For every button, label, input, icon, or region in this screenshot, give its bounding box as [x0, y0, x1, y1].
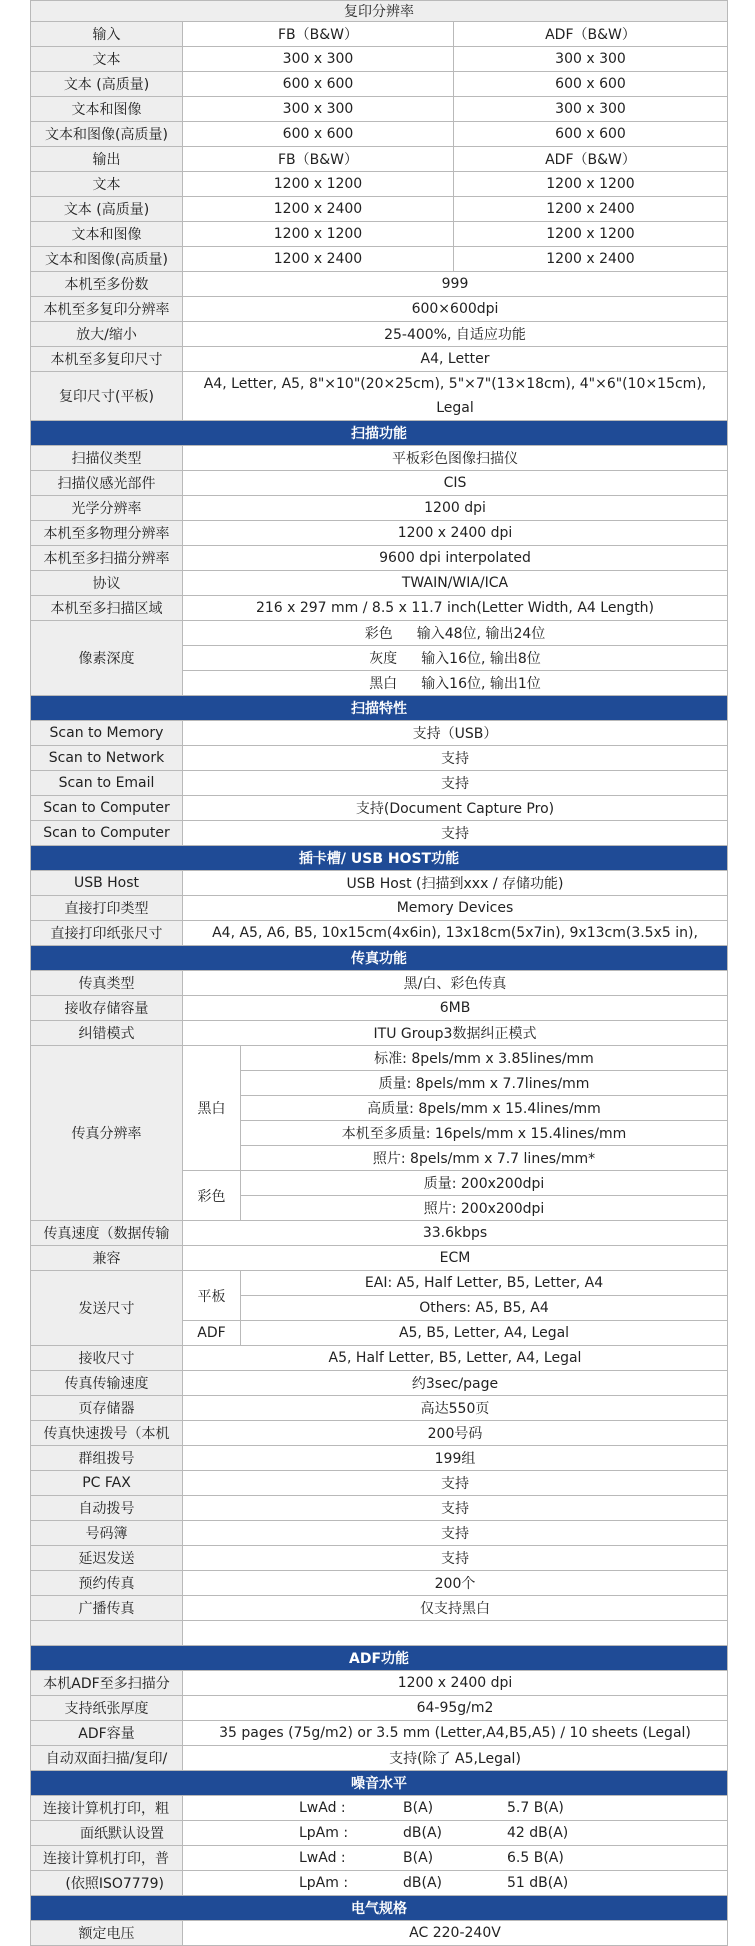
row-value: EAI: A5, Half Letter, B5, Letter, A4	[241, 1271, 728, 1296]
adf-value: 1200 x 1200	[454, 172, 728, 197]
row-value: Memory Devices	[183, 896, 728, 921]
row-value	[183, 1621, 728, 1646]
row-label: 传真快速拨号（本机	[31, 1421, 183, 1446]
row-label: Scan to Memory	[31, 721, 183, 746]
row-label: 支持纸张厚度	[31, 1696, 183, 1721]
row-value: 支持(Document Capture Pro)	[183, 796, 728, 821]
row-value: 200号码	[183, 1421, 728, 1446]
row-value: 支持(除了 A5,Legal)	[183, 1746, 728, 1771]
row-label: ADF容量	[31, 1721, 183, 1746]
row-value: 200个	[183, 1571, 728, 1596]
row-value: 支持	[183, 1521, 728, 1546]
row-value: 25-400%, 自适应功能	[183, 322, 728, 347]
row-value: A4, A5, A6, B5, 10x15cm(4x6in), 13x18cm(5x7in), 9x13cm(3.5x5 in),	[183, 921, 728, 946]
row-value: 照片: 200x200dpi	[241, 1196, 728, 1221]
row-label: Scan to Computer	[31, 821, 183, 846]
noise-metric: LpAm :	[299, 1825, 349, 1841]
row-value: ITU Group3数据纠正模式	[183, 1021, 728, 1046]
row-value: 6MB	[183, 996, 728, 1021]
row-value: 黑/白、彩色传真	[183, 971, 728, 996]
adf-value: 300 x 300	[454, 47, 728, 72]
row-value: 质量: 200x200dpi	[241, 1171, 728, 1196]
row-value: ECM	[183, 1246, 728, 1271]
row-value: 64-95g/m2	[183, 1696, 728, 1721]
row-label: 像素深度	[31, 621, 183, 696]
row-label: 文本和图像(高质量)	[31, 122, 183, 147]
row-label: 面纸默认设置	[31, 1821, 183, 1846]
row-value: 支持	[183, 746, 728, 771]
adf-value: 1200 x 2400	[454, 197, 728, 222]
fb-value: 1200 x 1200	[183, 172, 454, 197]
row-value: 高达550页	[183, 1396, 728, 1421]
spec-table	[30, 0, 728, 1946]
row-value: 33.6kbps	[183, 1221, 728, 1246]
row-value: A4, Letter, A5, 8"×10"(20×25cm), 5"×7"(13×18cm), 4"×6"(10×15cm), Legal	[183, 372, 728, 421]
adf-value: 600 x 600	[454, 72, 728, 97]
row-label: 群组拨号	[31, 1446, 183, 1471]
spec-sheet	[30, 0, 727, 1946]
row-label: 扫描仪感光部件	[31, 471, 183, 496]
section-header-noise: 噪音水平	[31, 1771, 728, 1796]
row-value: 999	[183, 272, 728, 297]
row-label: 文本 (高质量)	[31, 197, 183, 222]
row-label: 预约传真	[31, 1571, 183, 1596]
row-label: 放大/缩小	[31, 322, 183, 347]
fb-value: 1200 x 2400	[183, 247, 454, 272]
row-value: 质量: 8pels/mm x 7.7lines/mm	[241, 1071, 728, 1096]
fb-column-head: FB（B&W）	[183, 147, 454, 172]
row-label: 本机至多扫描分辨率	[31, 546, 183, 571]
noise-value: 42 dB(A)	[507, 1825, 569, 1841]
noise-value: 51 dB(A)	[507, 1875, 569, 1891]
noise-value: 5.7 B(A)	[507, 1800, 564, 1816]
row-value	[183, 1871, 728, 1896]
row-label: 本机至多复印分辨率	[31, 297, 183, 322]
row-label: 文本和图像	[31, 97, 183, 122]
row-label: 号码簿	[31, 1521, 183, 1546]
fb-value: 600 x 600	[183, 122, 454, 147]
row-value	[183, 1821, 728, 1846]
noise-metric: LwAd :	[299, 1850, 346, 1866]
depth-value: 输入48位, 输出24位	[416, 626, 546, 642]
row-label: 连接计算机打印，粗	[31, 1796, 183, 1821]
row-value: 支持	[183, 1546, 728, 1571]
row-value	[183, 671, 728, 696]
row-label: 自动双面扫描/复印/	[31, 1746, 183, 1771]
row-value: A5, B5, Letter, A4, Legal	[241, 1321, 728, 1346]
row-value: 1200 dpi	[183, 496, 728, 521]
adf-value: 1200 x 2400	[454, 247, 728, 272]
row-value: 标准: 8pels/mm x 3.85lines/mm	[241, 1046, 728, 1071]
row-label: 本机ADF至多扫描分	[31, 1671, 183, 1696]
adf-value: 1200 x 1200	[454, 222, 728, 247]
row-value: 支持（USB）	[183, 721, 728, 746]
row-label: 输入	[31, 22, 183, 47]
section-header-adf: ADF功能	[31, 1646, 728, 1671]
row-value: 高质量: 8pels/mm x 15.4lines/mm	[241, 1096, 728, 1121]
row-label: 本机至多复印尺寸	[31, 347, 183, 372]
row-value: Others: A5, B5, A4	[241, 1296, 728, 1321]
row-label: 额定电压	[31, 1921, 183, 1946]
noise-unit: B(A)	[403, 1850, 434, 1866]
row-label: 页存储器	[31, 1396, 183, 1421]
mode-label: 彩色	[183, 1171, 241, 1221]
row-value	[183, 1846, 728, 1871]
mode-label: 平板	[183, 1271, 241, 1321]
row-label: 本机至多物理分辨率	[31, 521, 183, 546]
row-value: USB Host (扫描到xxx / 存储功能)	[183, 871, 728, 896]
row-label: 传真类型	[31, 971, 183, 996]
row-label: 延迟发送	[31, 1546, 183, 1571]
row-label: 纠错模式	[31, 1021, 183, 1046]
row-label: 文本和图像(高质量)	[31, 247, 183, 272]
section-header-scan-features: 扫描特性	[31, 696, 728, 721]
noise-unit: dB(A)	[403, 1825, 442, 1841]
row-label: 传真传输速度	[31, 1371, 183, 1396]
row-value: A5, Half Letter, B5, Letter, A4, Legal	[183, 1346, 728, 1371]
row-label: USB Host	[31, 871, 183, 896]
row-label: 复印尺寸(平板)	[31, 372, 183, 421]
row-label: PC FAX	[31, 1471, 183, 1496]
row-label: Scan to Email	[31, 771, 183, 796]
row-value: 600×600dpi	[183, 297, 728, 322]
row-label: 接收存储容量	[31, 996, 183, 1021]
noise-metric: LwAd :	[299, 1800, 346, 1816]
row-label: 接收尺寸	[31, 1346, 183, 1371]
row-value: 1200 x 2400 dpi	[183, 521, 728, 546]
row-label: 协议	[31, 571, 183, 596]
row-label: 直接打印纸张尺寸	[31, 921, 183, 946]
mode-label: 黑白	[183, 1046, 241, 1171]
depth-value: 输入16位, 输出8位	[421, 651, 541, 667]
adf-value: 300 x 300	[454, 97, 728, 122]
row-value: TWAIN/WIA/ICA	[183, 571, 728, 596]
depth-mode: 灰度	[369, 651, 398, 667]
row-label: 文本	[31, 47, 183, 72]
row-label: 本机至多扫描区域	[31, 596, 183, 621]
row-label: 本机至多份数	[31, 272, 183, 297]
adf-value: 600 x 600	[454, 122, 728, 147]
section-header-fax: 传真功能	[31, 946, 728, 971]
mode-label: ADF	[183, 1321, 241, 1346]
row-value: 约3sec/page	[183, 1371, 728, 1396]
adf-column-head: ADF（B&W）	[454, 22, 728, 47]
row-value: 支持	[183, 1496, 728, 1521]
row-value: CIS	[183, 471, 728, 496]
row-value: 支持	[183, 1471, 728, 1496]
fb-value: 1200 x 1200	[183, 222, 454, 247]
row-label: Scan to Computer	[31, 796, 183, 821]
noise-unit: dB(A)	[403, 1875, 442, 1891]
row-value: 仅支持黑白	[183, 1596, 728, 1621]
row-value: 本机至多质量: 16pels/mm x 15.4lines/mm	[241, 1121, 728, 1146]
depth-value: 输入16位, 输出1位	[421, 676, 541, 692]
noise-value: 6.5 B(A)	[507, 1850, 564, 1866]
row-label: 文本 (高质量)	[31, 72, 183, 97]
fb-value: 300 x 300	[183, 47, 454, 72]
row-label	[31, 1621, 183, 1646]
row-label: 广播传真	[31, 1596, 183, 1621]
row-value: 支持	[183, 821, 728, 846]
row-label: Scan to Network	[31, 746, 183, 771]
noise-metric: LpAm :	[299, 1875, 349, 1891]
row-value: 35 pages (75g/m2) or 3.5 mm (Letter,A4,B5,A5) / 10 sheets (Legal)	[183, 1721, 728, 1746]
section-header-electrical: 电气规格	[31, 1896, 728, 1921]
row-label: 发送尺寸	[31, 1271, 183, 1346]
row-value	[183, 1796, 728, 1821]
fb-column-head: FB（B&W）	[183, 22, 454, 47]
depth-mode: 彩色	[364, 626, 393, 642]
row-label: 输出	[31, 147, 183, 172]
row-value: A4, Letter	[183, 347, 728, 372]
noise-unit: B(A)	[403, 1800, 434, 1816]
copy-resolution-heading: 复印分辨率	[31, 1, 728, 22]
row-value	[183, 646, 728, 671]
row-value: AC 220-240V	[183, 1921, 728, 1946]
row-label: 兼容	[31, 1246, 183, 1271]
row-label: 光学分辨率	[31, 496, 183, 521]
row-value: 1200 x 2400 dpi	[183, 1671, 728, 1696]
fb-value: 1200 x 2400	[183, 197, 454, 222]
row-value: 支持	[183, 771, 728, 796]
row-label: (依照ISO7779)	[31, 1871, 183, 1896]
fb-value: 600 x 600	[183, 72, 454, 97]
row-label: 文本和图像	[31, 222, 183, 247]
row-label: 扫描仪类型	[31, 446, 183, 471]
row-value: 9600 dpi interpolated	[183, 546, 728, 571]
row-label: 文本	[31, 172, 183, 197]
row-label: 传真速度（数据传输	[31, 1221, 183, 1246]
row-label: 直接打印类型	[31, 896, 183, 921]
adf-column-head: ADF（B&W）	[454, 147, 728, 172]
depth-mode: 黑白	[369, 676, 398, 692]
section-header-scan: 扫描功能	[31, 421, 728, 446]
row-label: 自动拨号	[31, 1496, 183, 1521]
row-value: 照片: 8pels/mm x 7.7 lines/mm*	[241, 1146, 728, 1171]
row-label: 传真分辨率	[31, 1046, 183, 1221]
row-label: 连接计算机打印，普	[31, 1846, 183, 1871]
row-value: 199组	[183, 1446, 728, 1471]
row-value: 216 x 297 mm / 8.5 x 11.7 inch(Letter Width, A4 Length)	[183, 596, 728, 621]
fb-value: 300 x 300	[183, 97, 454, 122]
section-header-card-slot: 插卡槽/ USB HOST功能	[31, 846, 728, 871]
row-value	[183, 621, 728, 646]
row-value: 平板彩色图像扫描仪	[183, 446, 728, 471]
